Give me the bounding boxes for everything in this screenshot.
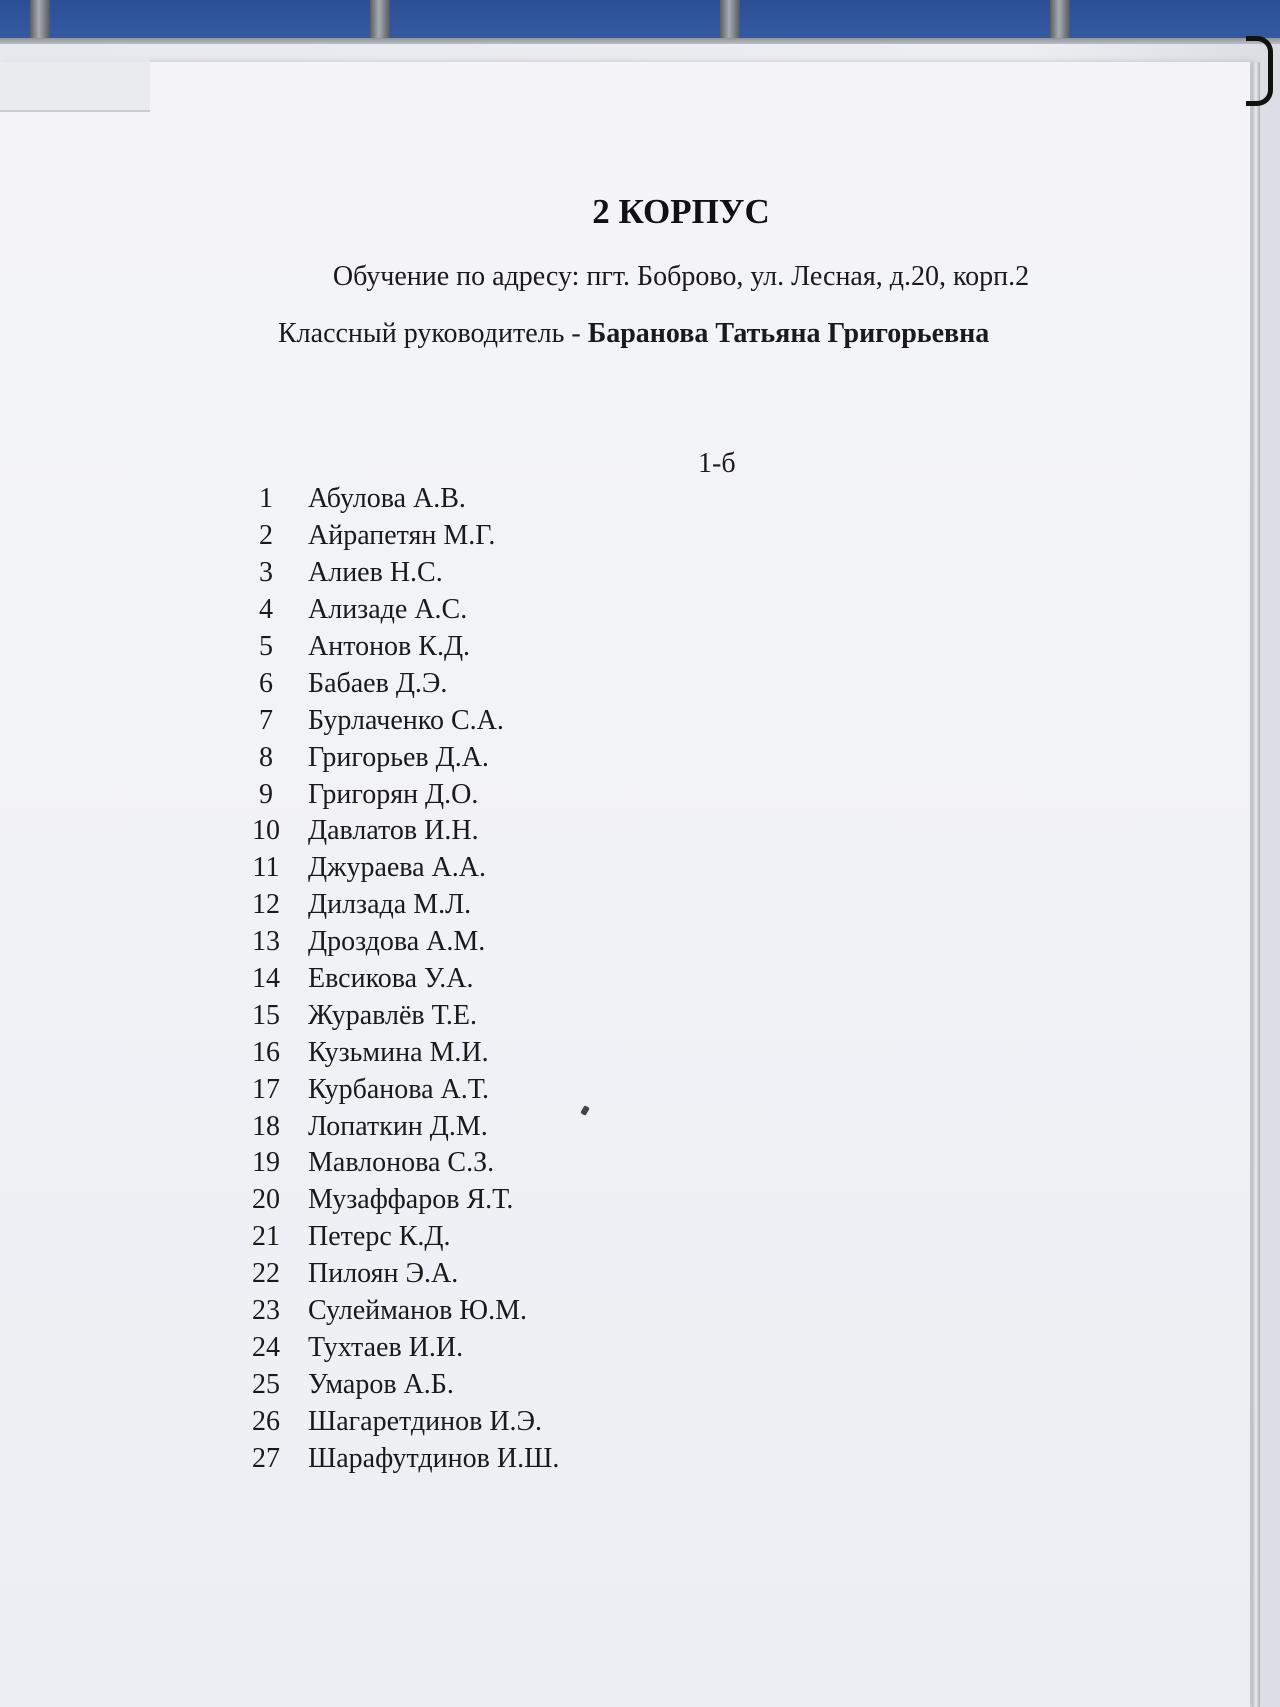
- student-row: [226, 1108, 726, 1145]
- student-name: Курбанова А.Т.: [308, 1073, 490, 1105]
- student-name: Музаффаров Я.Т.: [308, 1184, 514, 1216]
- student-name: Григорьев Д.А.: [308, 741, 489, 773]
- student-row: [226, 1256, 726, 1293]
- student-name: Джураева А.А.: [308, 852, 487, 884]
- teacher-line: [278, 318, 989, 350]
- student-name: Айрапетян М.Г.: [308, 520, 496, 552]
- student-row: [226, 629, 726, 666]
- student-name: Журавлёв Т.Е.: [308, 999, 478, 1031]
- student-number: 22: [252, 1258, 280, 1290]
- student-number: 21: [252, 1221, 280, 1253]
- student-row: [226, 592, 726, 629]
- student-name: Сулейманов Ю.М.: [308, 1295, 527, 1327]
- student-name: Дроздова А.М.: [308, 926, 486, 958]
- student-name: Лопаткин Д.М.: [308, 1110, 488, 1142]
- class-label: 1-б: [698, 448, 736, 479]
- tape-strip: [0, 58, 150, 112]
- student-name: Алиев Н.С.: [308, 557, 443, 589]
- student-name: Мавлонова С.З.: [308, 1147, 495, 1179]
- student-number: 7: [259, 704, 273, 736]
- student-row: [226, 739, 726, 776]
- student-row: [226, 997, 726, 1034]
- student-row: [226, 850, 726, 887]
- student-name: Григорян Д.О.: [308, 778, 479, 810]
- student-row: [226, 776, 726, 813]
- student-row: [226, 665, 726, 702]
- student-row: [226, 1219, 726, 1256]
- student-number: 16: [252, 1036, 280, 1068]
- student-number: 24: [252, 1331, 280, 1363]
- student-number: 5: [259, 631, 273, 662]
- student-name: Давлатов И.Н.: [308, 815, 479, 847]
- student-number: 12: [252, 889, 280, 921]
- student-row: [226, 1182, 726, 1219]
- address-line: Обучение по адресу: пгт. Боброво, ул. Лесная, д.20, корп.2: [332, 261, 1030, 292]
- student-number: 17: [252, 1073, 280, 1105]
- student-row: [226, 1403, 726, 1440]
- student-number: 1: [259, 483, 273, 515]
- student-row: [226, 702, 726, 739]
- student-name: Евсикова У.А.: [308, 963, 474, 995]
- student-number: 4: [259, 594, 273, 626]
- student-row: [226, 813, 726, 850]
- student-name: Бурлаченко С.А.: [308, 704, 504, 736]
- student-number: 15: [252, 999, 280, 1031]
- student-name: Умаров А.Б.: [308, 1368, 454, 1400]
- student-row: [226, 1440, 726, 1477]
- student-name: Шарафутдинов И.Ш.: [308, 1442, 560, 1474]
- student-row: [226, 1034, 726, 1071]
- student-name: Бабаев Д.Э.: [308, 667, 448, 699]
- student-row: [226, 924, 726, 961]
- student-row: [226, 518, 726, 555]
- hook-icon: [1246, 36, 1273, 106]
- teacher-name: Баранова Татьяна Григорьевна: [587, 318, 990, 349]
- student-name: Пилоян Э.А.: [308, 1258, 459, 1290]
- student-number: 23: [252, 1295, 280, 1327]
- student-number: 19: [252, 1147, 280, 1179]
- student-number: 25: [252, 1368, 280, 1400]
- student-row: [226, 1145, 726, 1182]
- student-number: 18: [252, 1110, 280, 1142]
- student-row: [226, 1329, 726, 1366]
- student-number: 10: [252, 815, 280, 847]
- student-name: Петерс К.Д.: [308, 1221, 451, 1253]
- student-number: 11: [252, 852, 280, 884]
- student-number: 13: [252, 926, 280, 958]
- student-name: Кузьмина М.И.: [308, 1036, 489, 1068]
- teacher-prefix: Классный руководитель -: [278, 318, 588, 349]
- student-row: [226, 1293, 726, 1330]
- sleeve-edge: [1252, 62, 1260, 1707]
- student-number: 6: [259, 667, 273, 699]
- student-row: [226, 555, 726, 592]
- student-number: 3: [259, 557, 273, 589]
- student-number: 14: [252, 963, 280, 995]
- student-row: [226, 887, 726, 924]
- student-name: Шагаретдинов И.Э.: [308, 1405, 543, 1437]
- student-number: 8: [259, 741, 273, 773]
- student-number: 27: [252, 1442, 280, 1474]
- student-number: 20: [252, 1184, 280, 1216]
- student-row: [226, 961, 726, 998]
- student-number: 9: [259, 778, 273, 810]
- student-row: [226, 1366, 726, 1403]
- student-name: Ализаде А.С.: [308, 594, 468, 626]
- student-name: Дилзада М.Л.: [308, 889, 472, 921]
- page-title: 2 КОРПУС: [592, 192, 770, 231]
- student-name: Антонов К.Д.: [308, 631, 471, 662]
- student-number: 26: [252, 1405, 280, 1437]
- student-name: Тухтаев И.И.: [308, 1331, 464, 1363]
- student-list: [226, 481, 726, 1477]
- student-row: [226, 1071, 726, 1108]
- student-name: Абулова А.В.: [308, 483, 466, 515]
- student-number: 2: [259, 520, 273, 552]
- student-row: [226, 481, 726, 518]
